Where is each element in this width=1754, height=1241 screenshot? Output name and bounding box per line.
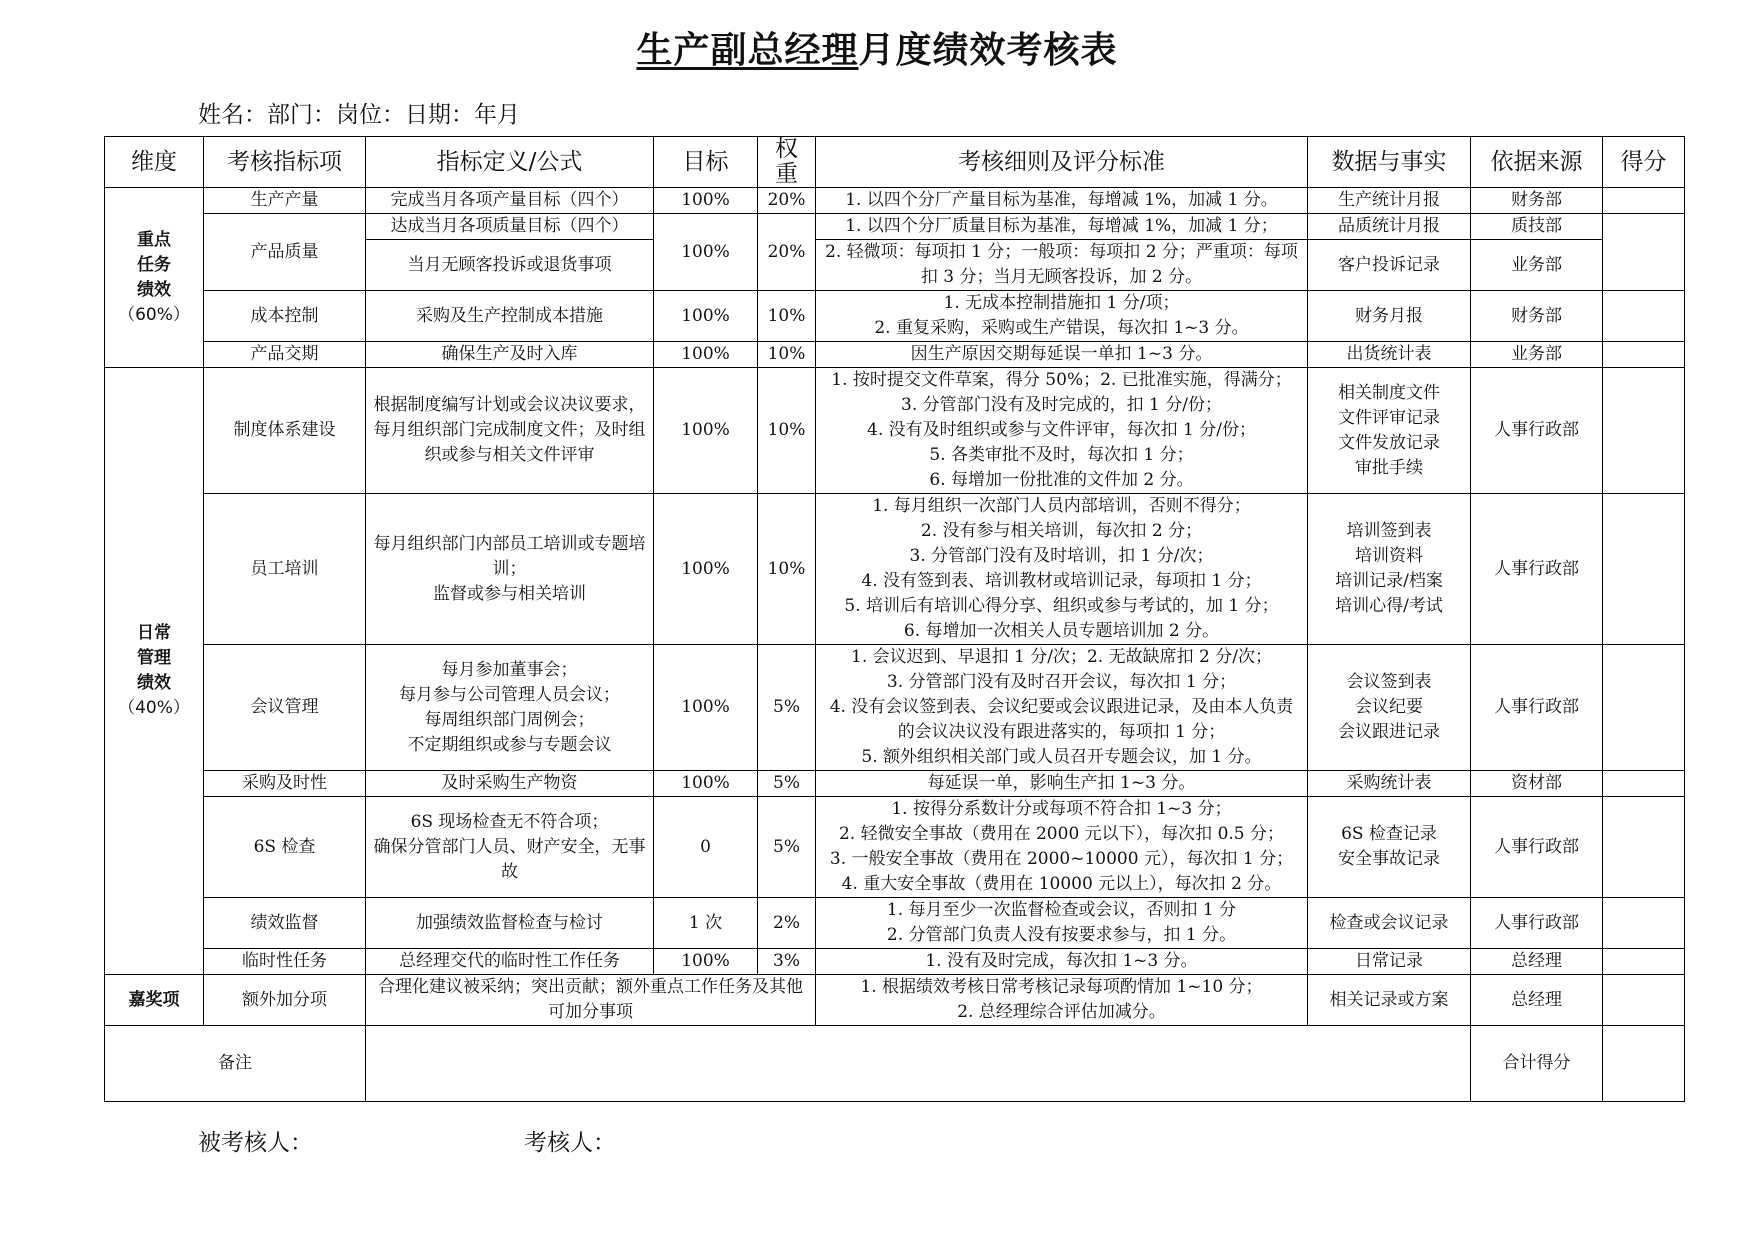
header-dimension: 维度 <box>105 137 204 188</box>
rule-cell: 因生产原因交期每延误一单扣 1~3 分。 <box>816 342 1308 368</box>
meta-line: 姓名：部门：岗位：日期：年月 <box>198 102 520 128</box>
weight-cell: 10% <box>758 291 816 342</box>
source-cell: 业务部 <box>1471 240 1603 291</box>
source-cell: 人事行政部 <box>1471 898 1603 949</box>
source-cell: 质技部 <box>1471 214 1603 240</box>
table-row <box>105 214 1685 240</box>
data-cell: 培训签到表 培训资料 培训记录/档案 培训心得/考试 <box>1308 494 1471 645</box>
source-cell: 业务部 <box>1471 342 1603 368</box>
target-cell: 100% <box>654 342 758 368</box>
weight-cell: 20% <box>758 214 816 291</box>
data-cell: 财务月报 <box>1308 291 1471 342</box>
score-cell[interactable] <box>1603 368 1685 494</box>
total-score-label: 合计得分 <box>1471 1026 1603 1102</box>
data-cell: 相关制度文件 文件评审记录 文件发放记录 审批手续 <box>1308 368 1471 494</box>
weight-cell: 5% <box>758 797 816 898</box>
target-cell: 100% <box>654 494 758 645</box>
dimension-daily-management: 日常 管理 绩效 （40%） <box>105 368 204 975</box>
dimension-key-task: 重点 任务 绩效 （60%） <box>105 188 204 368</box>
table-row <box>105 949 1685 975</box>
notes-row <box>105 1026 1685 1102</box>
target-cell: 100% <box>654 214 758 291</box>
indicator-cell: 6S 检查 <box>204 797 366 898</box>
title-underlined-part: 生产副总经理 <box>636 30 859 71</box>
definition-cell: 加强绩效监督检查与检讨 <box>366 898 654 949</box>
score-cell[interactable] <box>1603 188 1685 214</box>
target-cell: 0 <box>654 797 758 898</box>
source-cell: 财务部 <box>1471 291 1603 342</box>
appraiser-label: 考核人： <box>524 1130 616 1156</box>
table-row <box>105 645 1685 771</box>
source-cell: 人事行政部 <box>1471 368 1603 494</box>
definition-cell: 及时采购生产物资 <box>366 771 654 797</box>
definition-cell: 根据制度编写计划或会议决议要求，每月组织部门完成制度文件；及时组织或参与相关文件评审 <box>366 368 654 494</box>
score-cell[interactable] <box>1603 898 1685 949</box>
score-cell[interactable] <box>1603 797 1685 898</box>
header-weight: 权重 <box>758 137 816 188</box>
target-cell: 100% <box>654 291 758 342</box>
data-cell: 检查或会议记录 <box>1308 898 1471 949</box>
target-cell: 100% <box>654 771 758 797</box>
header-source: 依据来源 <box>1471 137 1603 188</box>
definition-cell: 每月组织部门内部员工培训或专题培训； 监督或参与相关培训 <box>366 494 654 645</box>
rule-cell: 1. 会议迟到、早退扣 1 分/次；2. 无故缺席扣 2 分/次； 3. 分管部门没有及时召开会议，每次扣 1 分； 4. 没有会议签到表、会议纪要或会议跟进记录，及由本人负责的会议决议没有跟进落实的，每项扣 1 分； 5. 额外组织相关部门或人员召开专题会议，加 1 分。 <box>816 645 1308 771</box>
score-cell[interactable] <box>1603 214 1685 291</box>
source-cell: 总经理 <box>1471 949 1603 975</box>
indicator-cell: 产品质量 <box>204 214 366 291</box>
header-data: 数据与事实 <box>1308 137 1471 188</box>
source-cell: 人事行政部 <box>1471 797 1603 898</box>
header-indicator: 考核指标项 <box>204 137 366 188</box>
data-cell: 生产统计月报 <box>1308 188 1471 214</box>
rule-cell: 2. 轻微项：每项扣 1 分；一般项：每项扣 2 分；严重项：每项扣 3 分；当月无顾客投诉，加 2 分。 <box>816 240 1308 291</box>
definition-cell: 总经理交代的临时性工作任务 <box>366 949 654 975</box>
definition-cell: 6S 现场检查无不符合项； 确保分管部门人员、财产安全，无事故 <box>366 797 654 898</box>
data-cell: 日常记录 <box>1308 949 1471 975</box>
header-definition: 指标定义/公式 <box>366 137 654 188</box>
title-rest: 月度绩效考核表 <box>858 30 1118 71</box>
rule-cell: 1. 根据绩效考核日常考核记录每项酌情加 1~10 分； 2. 总经理综合评估加减分。 <box>816 975 1308 1026</box>
data-cell: 采购统计表 <box>1308 771 1471 797</box>
appraisee-label: 被考核人： <box>198 1130 313 1156</box>
table-row <box>105 797 1685 898</box>
table-row <box>105 342 1685 368</box>
data-cell: 出货统计表 <box>1308 342 1471 368</box>
weight-cell: 10% <box>758 342 816 368</box>
table-row <box>105 368 1685 494</box>
target-cell: 100% <box>654 368 758 494</box>
target-cell: 100% <box>654 188 758 214</box>
score-cell[interactable] <box>1603 975 1685 1026</box>
target-cell: 1 次 <box>654 898 758 949</box>
weight-cell: 2% <box>758 898 816 949</box>
table-row <box>105 975 1685 1026</box>
source-cell: 财务部 <box>1471 188 1603 214</box>
indicator-cell: 临时性任务 <box>204 949 366 975</box>
rule-cell: 1. 无成本控制措施扣 1 分/项； 2. 重复采购，采购或生产错误，每次扣 1~3 分。 <box>816 291 1308 342</box>
rule-cell: 每延误一单，影响生产扣 1~3 分。 <box>816 771 1308 797</box>
notes-field[interactable] <box>366 1026 1471 1102</box>
data-cell: 品质统计月报 <box>1308 214 1471 240</box>
table-row <box>105 291 1685 342</box>
table-row <box>105 494 1685 645</box>
table-row <box>105 898 1685 949</box>
source-cell: 人事行政部 <box>1471 645 1603 771</box>
rule-cell: 1. 没有及时完成，每次扣 1~3 分。 <box>816 949 1308 975</box>
definition-cell: 采购及生产控制成本措施 <box>366 291 654 342</box>
score-cell[interactable] <box>1603 949 1685 975</box>
indicator-cell: 产品交期 <box>204 342 366 368</box>
header-score: 得分 <box>1603 137 1685 188</box>
indicator-cell: 采购及时性 <box>204 771 366 797</box>
definition-cell: 确保生产及时入库 <box>366 342 654 368</box>
indicator-cell: 生产产量 <box>204 188 366 214</box>
source-cell: 总经理 <box>1471 975 1603 1026</box>
data-cell: 会议签到表 会议纪要 会议跟进记录 <box>1308 645 1471 771</box>
header-row <box>105 137 1685 188</box>
rule-cell: 1. 以四个分厂产量目标为基准，每增减 1%，加减 1 分。 <box>816 188 1308 214</box>
weight-cell: 3% <box>758 949 816 975</box>
definition-cell: 合理化建议被采纳；突出贡献；额外重点工作任务及其他可加分事项 <box>366 975 816 1026</box>
score-cell[interactable] <box>1603 342 1685 368</box>
data-cell: 相关记录或方案 <box>1308 975 1471 1026</box>
indicator-cell: 额外加分项 <box>204 975 366 1026</box>
target-cell: 100% <box>654 645 758 771</box>
data-cell: 6S 检查记录 安全事故记录 <box>1308 797 1471 898</box>
definition-cell: 完成当月各项产量目标（四个） <box>366 188 654 214</box>
score-cell[interactable] <box>1603 291 1685 342</box>
score-cell[interactable] <box>1603 494 1685 645</box>
rule-cell: 1. 按时提交文件草案，得分 50%；2. 已批准实施，得满分； 3. 分管部门没有及时完成的，扣 1 分/份； 4. 没有及时组织或参与文件评审，每次扣 1 分/份； 5. 各类审批不及时，每次扣 1 分； 6. 每增加一份批准的文件加 2 分。 <box>816 368 1308 494</box>
score-cell[interactable] <box>1603 645 1685 771</box>
rule-cell: 1. 按得分系数计分或每项不符合扣 1~3 分； 2. 轻微安全事故（费用在 2000 元以下），每次扣 0.5 分； 3. 一般安全事故（费用在 2000~10000 元），每次扣 1 分； 4. 重大安全事故（费用在 10000 元以上），每次扣 2 分。 <box>816 797 1308 898</box>
definition-cell: 每月参加董事会； 每月参与公司管理人员会议； 每周组织部门周例会； 不定期组织或参与专题会议 <box>366 645 654 771</box>
table-row <box>105 188 1685 214</box>
indicator-cell: 员工培训 <box>204 494 366 645</box>
weight-cell: 5% <box>758 771 816 797</box>
header-rules: 考核细则及评分标准 <box>816 137 1308 188</box>
table-row <box>105 771 1685 797</box>
definition-cell: 当月无顾客投诉或退货事项 <box>366 240 654 291</box>
weight-cell: 10% <box>758 494 816 645</box>
indicator-cell: 会议管理 <box>204 645 366 771</box>
weight-cell: 20% <box>758 188 816 214</box>
source-cell: 人事行政部 <box>1471 494 1603 645</box>
indicator-cell: 绩效监督 <box>204 898 366 949</box>
header-target: 目标 <box>654 137 758 188</box>
target-cell: 100% <box>654 949 758 975</box>
notes-label: 备注 <box>105 1026 366 1102</box>
appraisal-table <box>104 136 1685 1102</box>
dimension-bonus: 嘉奖项 <box>105 975 204 1026</box>
page-title <box>0 22 1754 73</box>
definition-cell: 达成当月各项质量目标（四个） <box>366 214 654 240</box>
rule-cell: 1. 每月至少一次监督检查或会议，否则扣 1 分 2. 分管部门负责人没有按要求参与，扣 1 分。 <box>816 898 1308 949</box>
indicator-cell: 制度体系建设 <box>204 368 366 494</box>
rule-cell: 1. 每月组织一次部门人员内部培训，否则不得分； 2. 没有参与相关培训，每次扣 2 分； 3. 分管部门没有及时培训，扣 1 分/次； 4. 没有签到表、培训教材或培训记录，每项扣 1 分； 5. 培训后有培训心得分享、组织或参与考试的，加 1 分； 6. 每增加一次相关人员专题培训加 2 分。 <box>816 494 1308 645</box>
weight-cell: 5% <box>758 645 816 771</box>
weight-cell: 10% <box>758 368 816 494</box>
score-cell[interactable] <box>1603 771 1685 797</box>
source-cell: 资材部 <box>1471 771 1603 797</box>
data-cell: 客户投诉记录 <box>1308 240 1471 291</box>
total-score-field[interactable] <box>1603 1026 1685 1102</box>
rule-cell: 1. 以四个分厂质量目标为基准，每增减 1%，加减 1 分； <box>816 214 1308 240</box>
indicator-cell: 成本控制 <box>204 291 366 342</box>
